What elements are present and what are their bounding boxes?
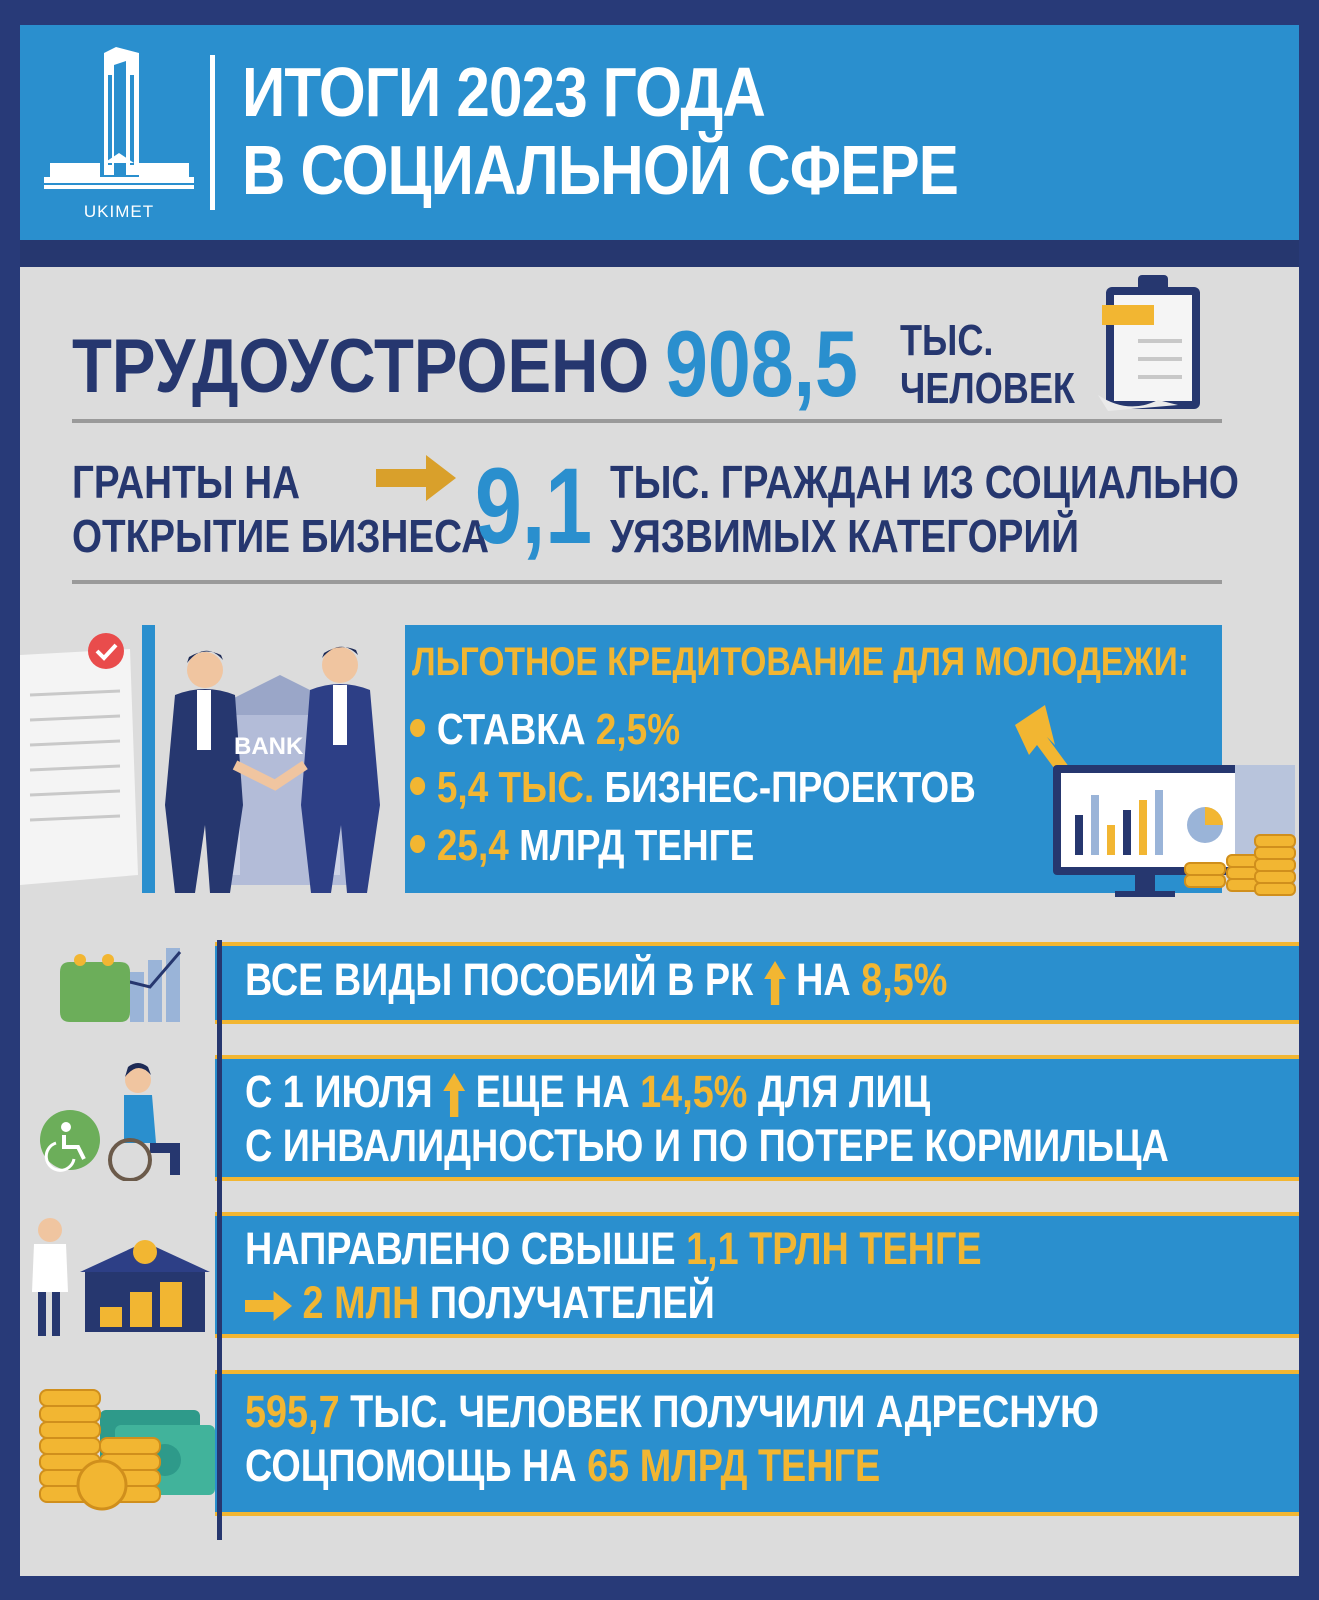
bullet-dot — [410, 719, 425, 737]
arrow-right-icon — [376, 455, 456, 501]
credit-item-2-value: 5,4 ТЫС. — [436, 763, 595, 812]
employment-unit-line-2: ЧЕЛОВЕК — [900, 364, 1075, 413]
benefit-1-value: 8,5% — [861, 954, 948, 1005]
benefit-row-3-text — [245, 1222, 982, 1330]
benefit-3-line-1 — [245, 1222, 982, 1276]
title-line-1: ИТОГИ 2023 ГОДА — [242, 53, 765, 131]
benefit-3-line-2 — [245, 1276, 982, 1330]
benefit-row-2-text — [245, 1065, 1169, 1173]
benefit-3-suffix-2: ПОЛУЧАТЕЛЕЙ — [429, 1277, 715, 1328]
clipboard-icon — [1098, 265, 1208, 415]
benefit-2-line-1 — [245, 1065, 1169, 1119]
monitor-chart-coins-icon — [1005, 705, 1299, 905]
benefit-1-mid: НА — [796, 954, 851, 1005]
arrow-up-icon — [443, 1073, 465, 1117]
benefit-2-mid: ЕЩЕ НА — [475, 1066, 630, 1117]
grants-desc-line-1: ТЫС. ГРАЖДАН ИЗ СОЦИАЛЬНО — [610, 456, 1239, 508]
employment-unit-line-1: ТЫС. — [900, 316, 994, 365]
credit-item-projects — [410, 763, 976, 813]
benefit-3-value-2: 2 МЛН — [302, 1277, 420, 1328]
icon-slot-3 — [20, 1212, 215, 1338]
benefit-2-line-2: С ИНВАЛИДНОСТЬЮ И ПО ПОТЕРЕ КОРМИЛЬЦА — [245, 1120, 1169, 1171]
benefit-4-line-1 — [245, 1385, 1099, 1439]
benefit-row-1-text — [245, 953, 947, 1007]
employment-unit — [900, 317, 1075, 413]
employment-value: 908,5 — [665, 311, 858, 416]
benefit-4-value-2: 65 МЛРД ТЕНГЕ — [587, 1440, 881, 1491]
credit-item-1-prefix: СТАВКА — [436, 705, 586, 754]
government-building-logo-icon — [44, 45, 194, 225]
credit-item-1-value: 2,5% — [595, 705, 681, 754]
grants-description — [610, 455, 1239, 563]
benefit-3-value: 1,1 ТРЛН ТЕНГЕ — [686, 1223, 982, 1274]
icon-slot-2 — [20, 1055, 215, 1181]
credit-item-2-suffix: БИЗНЕС-ПРОЕКТОВ — [604, 763, 976, 812]
grants-value: 9,1 — [475, 445, 593, 566]
benefit-2-suffix: ДЛЯ ЛИЦ — [757, 1066, 931, 1117]
benefit-2-value: 14,5% — [640, 1066, 748, 1117]
employment-label: ТРУДОУСТРОЕНО — [72, 324, 650, 409]
credit-item-3-value: 25,4 — [436, 821, 509, 870]
credit-item-3-suffix: МЛРД ТЕНГЕ — [519, 821, 755, 870]
grants-desc-line-2: УЯЗВИМЫХ КАТЕГОРИЙ — [610, 510, 1079, 562]
benefit-1-prefix: ВСЕ ВИДЫ ПОСОБИЙ В РК — [245, 954, 754, 1005]
arrow-right-icon — [245, 1291, 292, 1321]
credit-title: ЛЬГОТНОЕ КРЕДИТОВАНИЕ ДЛЯ МОЛОДЕЖИ: — [412, 640, 1189, 684]
header-stripe — [20, 240, 1299, 267]
credit-item-rate — [410, 705, 680, 755]
page-title — [242, 53, 958, 209]
header-divider — [210, 55, 215, 210]
grants-label-line-2: ОТКРЫТИЕ БИЗНЕСА — [72, 510, 490, 562]
icon-slot-4 — [20, 1370, 215, 1516]
benefit-4-text-1: ТЫС. ЧЕЛОВЕК ПОЛУЧИЛИ АДРЕСНУЮ — [350, 1386, 1100, 1437]
benefit-row-4-text — [245, 1385, 1099, 1493]
bullet-dot — [410, 835, 425, 853]
grants-label-line-1: ГРАНТЫ НА — [72, 456, 301, 508]
credit-item-amount — [410, 821, 754, 871]
title-line-2: В СОЦИАЛЬНОЙ СФЕРЕ — [242, 131, 959, 209]
benefit-4-line-2 — [245, 1439, 1099, 1493]
arrow-up-icon — [764, 961, 786, 1005]
bank-sign: BANK — [234, 733, 304, 760]
bullet-dot — [410, 777, 425, 795]
benefit-4-value: 595,7 — [245, 1386, 340, 1437]
benefit-3-prefix: НАПРАВЛЕНО СВЫШЕ — [245, 1223, 676, 1274]
benefit-2-prefix: С 1 ИЮЛЯ — [245, 1066, 433, 1117]
logo-text: UKIMET — [83, 202, 155, 221]
document-check-icon — [20, 625, 150, 893]
divider-1 — [72, 419, 1222, 423]
infographic-body — [20, 25, 1299, 1576]
timeline-vertical-line — [217, 940, 222, 1540]
icon-slot-1 — [20, 942, 215, 1024]
benefit-4-text-2: СОЦПОМОЩЬ НА — [245, 1440, 577, 1491]
divider-2 — [72, 580, 1222, 584]
